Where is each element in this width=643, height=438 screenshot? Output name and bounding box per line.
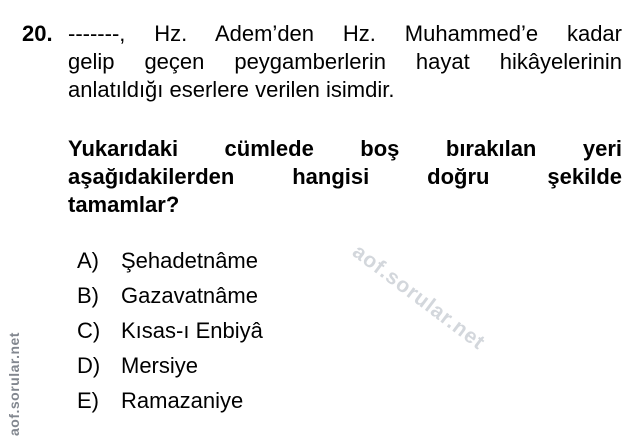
- question-prompt-paragraph: [68, 135, 622, 219]
- prompt-line-3: tamamlar?: [68, 192, 180, 217]
- option-c-text: Kısas-ı Enbiyâ: [121, 318, 263, 343]
- options-list: [77, 243, 263, 418]
- option-a-text: Şehadetnâme: [121, 248, 258, 273]
- option-d-text: Mersiye: [121, 353, 199, 378]
- option-a-letter: A): [77, 248, 99, 273]
- option-e: [77, 383, 263, 418]
- option-c: [77, 313, 263, 348]
- option-d: [77, 348, 263, 383]
- option-d-letter: D): [77, 353, 101, 378]
- option-b-text: Gazavatnâme: [121, 283, 258, 308]
- option-b-letter: B): [77, 283, 99, 308]
- option-e-text: Ramazaniye: [121, 388, 244, 413]
- prompt-line-1: Yukarıdaki cümlede boş bırakılan yeri: [68, 136, 622, 161]
- watermark-diagonal: aof.sorular.net: [348, 240, 490, 355]
- intro-line-2: gelip geçen peygamberlerin hayat hikâyelerinin: [68, 49, 622, 74]
- prompt-line-2: aşağıdakilerden hangisi doğru şekilde: [68, 164, 622, 189]
- option-e-letter: E): [77, 388, 99, 413]
- intro-line-3: anlatıldığı eserlere verilen isimdir.: [68, 77, 395, 102]
- question-number: 20.: [22, 21, 53, 46]
- option-a: [77, 243, 263, 278]
- option-b: [77, 278, 263, 313]
- question-intro-paragraph: [68, 20, 622, 104]
- watermark-vertical: aof.sorular.net: [6, 332, 22, 436]
- intro-line-1: -------, Hz. Adem’den Hz. Muhammed’e kadar: [68, 21, 622, 46]
- option-c-letter: C): [77, 318, 101, 343]
